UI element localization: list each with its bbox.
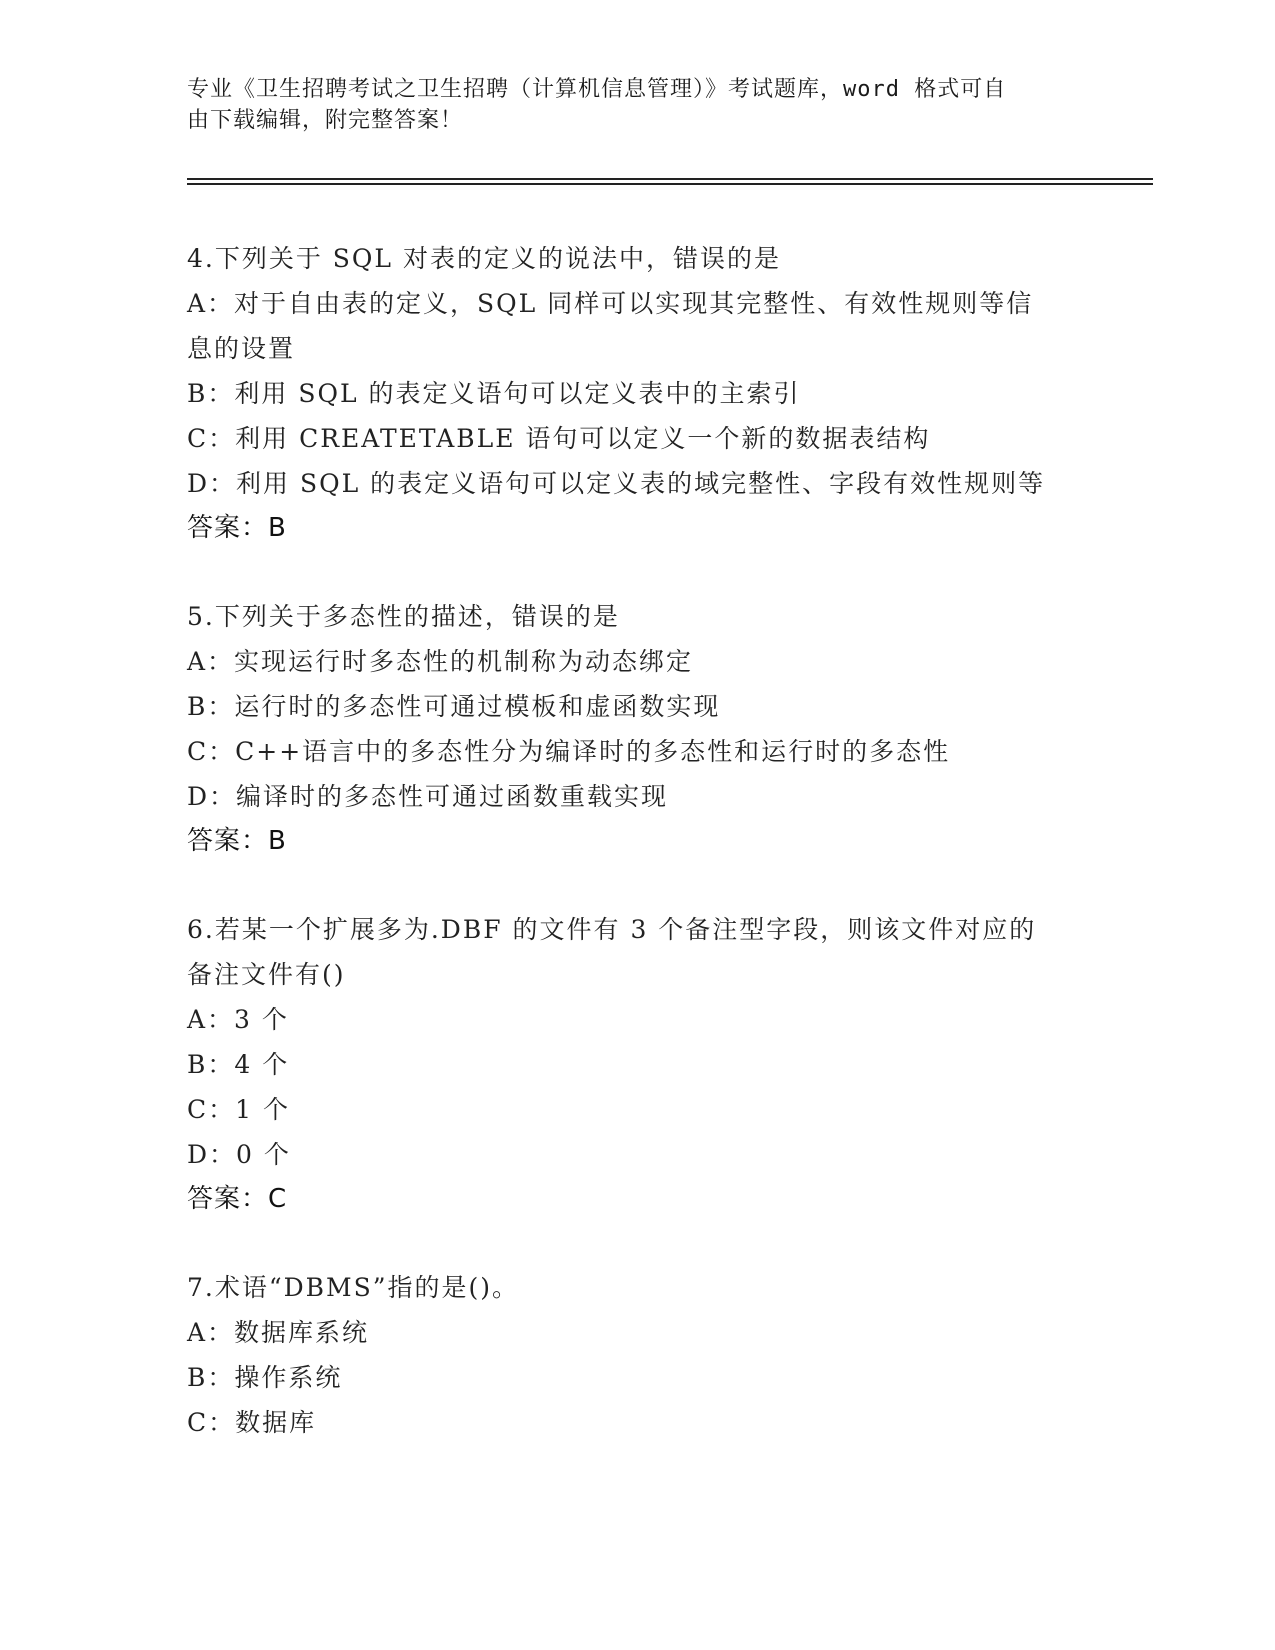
question-list [187,236,1087,1488]
option-d: D：0 个 [187,1140,291,1169]
question-block [187,1265,1087,1445]
question-block [187,594,1087,864]
option-d: D：编译时的多态性可通过函数重载实现 [187,782,669,811]
option-a: A：对于自由表的定义，SQL 同样可以实现其完整性、有效性规则等信 [187,289,1034,318]
header-divider [187,178,1153,180]
option-a: A：数据库系统 [187,1318,370,1347]
option-a: A：实现运行时多态性的机制称为动态绑定 [187,647,694,676]
option-a: 息的设置 [187,334,296,363]
option-c: C：数据库 [187,1408,317,1437]
question-block [187,236,1087,551]
document-header [187,74,1087,136]
question-block [187,907,1087,1222]
question-stem: 备注文件有() [187,960,346,989]
option-c: C：利用 CREATETABLE 语句可以定义一个新的数据表结构 [187,424,931,453]
question-stem: 4.下列关于 SQL 对表的定义的说法中，错误的是 [187,244,781,273]
option-b: B：操作系统 [187,1363,343,1392]
answer-line: 答案：B [187,826,287,856]
question-stem: 5.下列关于多态性的描述，错误的是 [187,602,620,631]
option-c: C：C++语言中的多态性分为编译时的多态性和运行时的多态性 [187,737,951,766]
option-a: A：3 个 [187,1005,289,1034]
header-line: 由下载编辑，附完整答案！ [187,108,464,133]
question-stem: 7.术语“DBMS”指的是()。 [187,1273,520,1302]
answer-line: 答案：B [187,513,287,543]
option-b: B：4 个 [187,1050,290,1079]
option-b: B：运行时的多态性可通过模板和虚函数实现 [187,692,721,721]
header-divider [187,183,1153,185]
answer-line: 答案：C [187,1184,288,1214]
header-line: 专业《卫生招聘考试之卫生招聘（计算机信息管理）》考试题库，word 格式可自 [187,77,1007,102]
option-b: B：利用 SQL 的表定义语句可以定义表中的主索引 [187,379,801,408]
option-c: C：1 个 [187,1095,290,1124]
option-d: D：利用 SQL 的表定义语句可以定义表的域完整性、字段有效性规则等 [187,469,1046,498]
question-stem: 6.若某一个扩展多为.DBF 的文件有 3 个备注型字段，则该文件对应的 [187,915,1037,944]
